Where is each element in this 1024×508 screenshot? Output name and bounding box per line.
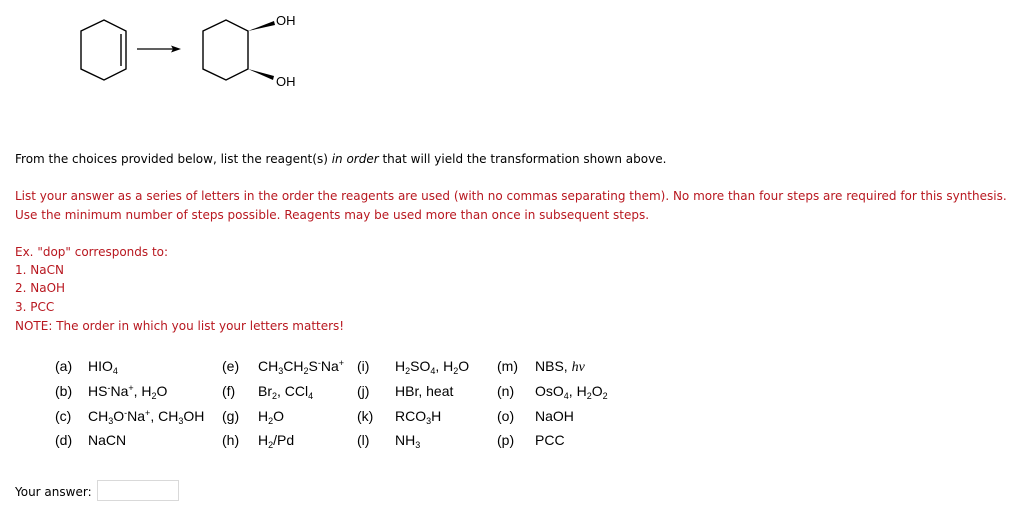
oh-bottom-label: OH [276, 74, 296, 89]
reagent-choice [357, 432, 420, 448]
choice-letter: (l) [357, 432, 370, 448]
choice-reagent: $HIO_4$ [88, 358, 118, 376]
reaction-scheme [0, 0, 340, 110]
reagent-choice [357, 408, 441, 424]
choice-letter: (p) [497, 432, 515, 448]
choice-letter: (b) [55, 383, 73, 399]
choice-letter: (c) [55, 408, 72, 424]
instruction-red-line-2: Use the minimum number of steps possible. Reagents may be used more than once in subsequent steps. [15, 208, 650, 222]
oh-top-label: OH [276, 13, 296, 28]
example-step-1: 1. NaCN [15, 263, 64, 277]
choice-reagent: $RCO_3H$ [395, 408, 442, 426]
in-order-emphasis: in order [331, 152, 379, 166]
choice-reagent: $NH_3$ [395, 432, 421, 450]
reagent-choice [55, 432, 126, 448]
reagent-choice [222, 432, 294, 448]
choice-reagent: NaCN [88, 432, 127, 448]
choice-reagent: $Br_2$, CCl$_4$ [258, 383, 314, 401]
choice-letter: (e) [222, 358, 240, 374]
choice-letter: (g) [222, 408, 240, 424]
reagent-choice [497, 432, 565, 448]
choice-letter: (o) [497, 408, 515, 424]
instruction-red-line-1: List your answer as a series of letters in the order the reagents are used (with no commas separating them). No more than four steps are required for this synthesis. [15, 189, 1007, 203]
reagent-choice [55, 358, 118, 374]
example-step-3: 3. PCC [15, 300, 55, 314]
choice-reagent: PCC [535, 432, 565, 448]
reagent-choice [357, 358, 469, 374]
order-note: NOTE: The order in which you list your letters matters! [15, 319, 345, 333]
choice-letter: (m) [497, 358, 518, 374]
choice-reagent: OsO$_4$, $H_2O_2$ [535, 383, 608, 401]
choice-reagent: NaOH [535, 408, 574, 424]
reagent-choice [55, 408, 204, 424]
choice-letter: (k) [357, 408, 374, 424]
choice-letter: (a) [55, 358, 73, 374]
example-step-2: 2. NaOH [15, 281, 66, 295]
choice-reagent: HS-Na+, $H_2O$ [88, 383, 168, 401]
reagent-choice [222, 358, 344, 374]
choice-reagent: $H_2O$ [258, 408, 285, 426]
trans-diol-structure [203, 20, 275, 80]
question-instruction: From the choices provided below, list the reagent(s) in order that will yield the transformation shown above. [15, 152, 667, 166]
choice-reagent: NBS, hv [535, 358, 585, 375]
reagent-choice [497, 408, 574, 424]
cyclohexene-structure [81, 20, 126, 80]
reagent-choice [497, 383, 608, 399]
choice-reagent: $CH_3O^-Na^+$, $CH_3OH$ [88, 408, 205, 426]
reagent-choice [497, 358, 585, 376]
choice-letter: (f) [222, 383, 236, 399]
choice-letter: (j) [357, 383, 370, 399]
reagent-choice [222, 383, 313, 399]
answer-label: Your answer: [15, 485, 92, 499]
choice-letter: (n) [497, 383, 515, 399]
choice-letter: (i) [357, 358, 370, 374]
choice-letter: (d) [55, 432, 73, 448]
choice-reagent: HBr, heat [395, 383, 454, 399]
reagent-choice [357, 383, 453, 399]
reagent-choice [55, 383, 167, 399]
reaction-arrow [137, 46, 181, 53]
reagent-choice [222, 408, 284, 424]
answer-input[interactable] [97, 480, 179, 501]
choice-reagent: $H_2/Pd$ [258, 432, 295, 450]
choice-letter: (h) [222, 432, 240, 448]
choice-reagent: $H_2SO_4$, $H_2O$ [395, 358, 470, 376]
example-title: Ex. "dop" corresponds to: [15, 245, 169, 259]
choice-reagent: $CH_3CH_2S^-Na^+$ [258, 358, 345, 376]
